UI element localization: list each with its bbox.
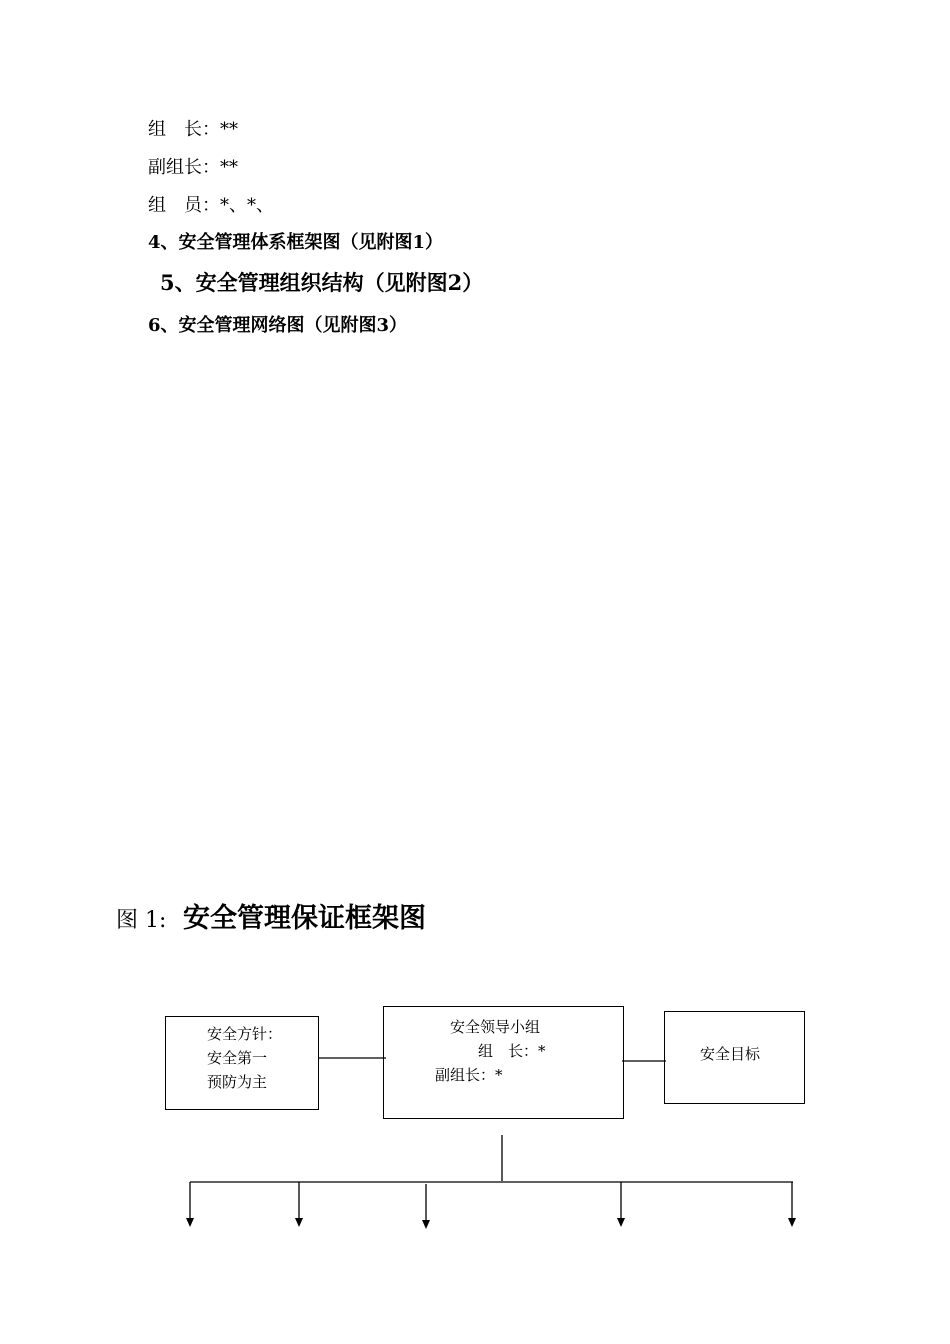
item-framework-diagram: 4、安全管理体系框架图（见附图1） xyxy=(148,232,444,253)
leadership-title: 安全领导小组 xyxy=(450,1018,541,1036)
team-members-line: 组 员：*、*、 xyxy=(148,195,274,216)
deputy-leader-line: 副组长：** xyxy=(148,157,238,178)
team-leader-line: 组 长：** xyxy=(148,119,238,140)
arrow-down-icon xyxy=(422,1220,430,1229)
goal-label: 安全目标 xyxy=(700,1045,761,1063)
safety-leadership-box xyxy=(383,1006,624,1119)
policy-line-3: 预防为主 xyxy=(207,1073,268,1091)
policy-line-2: 安全第一 xyxy=(207,1049,268,1067)
arrow-down-icon xyxy=(788,1218,796,1227)
policy-line-1: 安全方针： xyxy=(207,1025,283,1043)
arrow-down-icon xyxy=(295,1218,303,1227)
item-organization-structure: 5、安全管理组织结构（见附图2） xyxy=(160,270,484,295)
leadership-leader: 组 长：* xyxy=(478,1042,546,1060)
arrow-down-icon xyxy=(186,1218,194,1227)
item-network-diagram: 6、安全管理网络图（见附图3） xyxy=(148,315,408,336)
leadership-deputy: 副组长：* xyxy=(435,1066,503,1084)
figure-title: 安全管理保证框架图 xyxy=(183,903,426,934)
arrow-down-icon xyxy=(617,1218,625,1227)
safety-goal-box xyxy=(664,1011,805,1104)
figure-prefix: 图 1: xyxy=(116,908,167,933)
safety-policy-box xyxy=(165,1016,319,1110)
